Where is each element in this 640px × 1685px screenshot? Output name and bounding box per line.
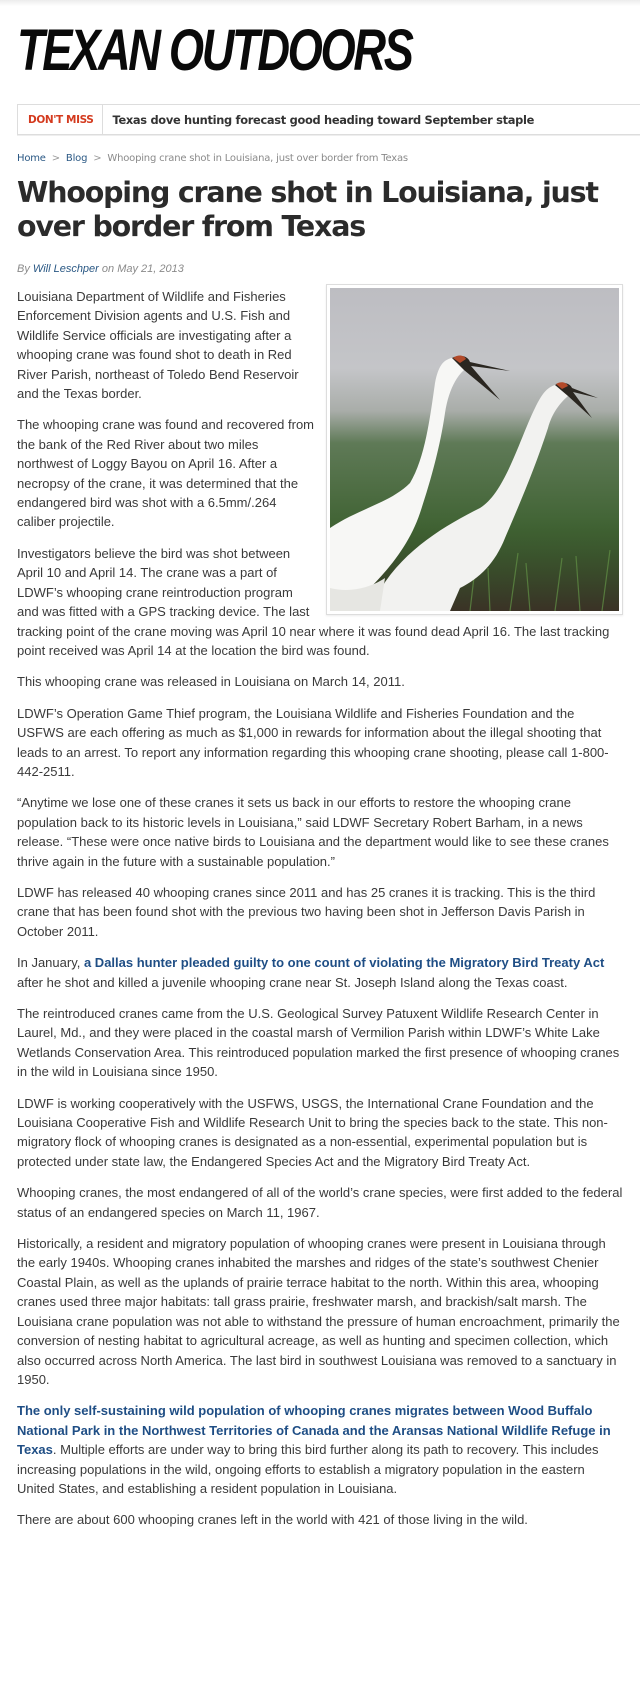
breadcrumb-separator: >: [93, 153, 102, 164]
paragraph: LDWF’s Operation Game Thief program, the Louisiana Wildlife and Fisheries Foundation and the USFWS are each offering as much as $1,000 in rewards for information about the illegal shooting that leads to an arrest. To report any information regarding this whooping crane shooting, please call 1-800-442-2511.: [17, 705, 609, 779]
ticker-headline-link[interactable]: Texas dove hunting forecast good heading toward September staple: [112, 112, 535, 127]
breadcrumb-home-link[interactable]: Home: [17, 153, 46, 164]
self-sustaining-population-link[interactable]: The only self-sustaining wild population of whooping cranes migrates between Wood Buffalo National Park in the Northwest Territories of Canada and the Aransas National Wildlife Refuge in Texas: [17, 1403, 611, 1458]
paragraph-text: . Multiple efforts are under way to bring this bird further along its path to recovery. This includes increasing populations in the wild, ongoing efforts to establish a migratory population in the eastern United States, and establishing a resident population in Louisiana.: [17, 1442, 599, 1496]
ticker-label: DON'T MISS: [18, 105, 103, 134]
breadcrumb-current: Whooping crane shot in Louisiana, just over border from Texas: [107, 153, 408, 164]
paragraph: The whooping crane was found and recovered from the bank of the Red River about two miles northwest of Loggy Bayou on April 16. After a necropsy of the crane, it was determined that the endangered bird was shot with a 6.5mm/.264 caliber projectile.: [17, 417, 315, 530]
dallas-hunter-link[interactable]: a Dallas hunter pleaded guilty to one count of violating the Migratory Bird Treaty Act: [83, 955, 605, 971]
paragraph: [17, 1401, 623, 1498]
byline-on: on: [101, 263, 115, 275]
dont-miss-ticker: [17, 104, 640, 135]
paragraph: [17, 953, 623, 992]
paragraph: Historically, a resident and migratory population of whooping cranes were present in Louisiana through the early 1940s. Whooping cranes inhabited the marshes and ridges of the state’s southwest Chenier Coastal Plain, as well as the uplands of prairie terrace habitat to the north. Within this area, whooping cranes used three major habitats: tall grass prairie, freshwater marsh, and brackish/salt marsh. The Louisiana crane population was not able to withstand the pressure of human encroachment, primarily the conversion of nesting habitat to agricultural acreage, as well as hunting and specimen collection, which also occurred across North America. The last bird in southwest Louisiana was removed to a sanctuary in 1950.: [17, 1236, 620, 1387]
breadcrumb-blog-link[interactable]: Blog: [65, 153, 88, 164]
article-title: Whooping crane shot in Louisiana, just over border from Texas: [17, 176, 598, 243]
author-link[interactable]: Will Leschper: [32, 263, 99, 275]
paragraph: Investigators believe the bird was shot between April 10 and April 14. The crane was a part of LDWF’s whooping crane reintroduction program and was fitted with a GPS tracking device. The last tracking point of the crane moving was April 10 near where it was found dead April 16. The last tracking point received was April 14 at the location the bird was found.: [17, 545, 610, 658]
paragraph: There are about 600 whooping cranes left in the world with 421 of those living in the wild.: [17, 1512, 528, 1528]
article-image[interactable]: [326, 284, 623, 615]
site-logo[interactable]: TEXAN OUTDOORS: [17, 18, 412, 83]
paragraph: “Anytime we lose one of these cranes it sets us back in our efforts to restore the whooping crane population back to its historic levels in Louisiana,” said LDWF Secretary Robert Barham, in a news release. “These were once native birds to Louisiana and the department would like to see these cranes thrive again in the future with a sustainable population.”: [17, 795, 609, 869]
breadcrumb-separator: >: [51, 153, 60, 164]
paragraph-text: In January,: [17, 955, 84, 971]
paragraph: LDWF is working cooperatively with the USFWS, USGS, the International Crane Foundation and the Louisiana Cooperative Fish and Wildlife Research Unit to bring the species back to the state. This non-migratory flock of whooping cranes is designated as a non-essential, experimental population but is protected under state law, the Endangered Species Act and the Migratory Bird Treaty Act.: [17, 1095, 608, 1169]
publish-date: May 21, 2013: [117, 263, 184, 275]
article-byline: [17, 263, 184, 275]
photo-two-whooping-cranes-icon: [330, 288, 619, 611]
byline-prefix: By: [17, 263, 30, 275]
paragraph: Louisiana Department of Wildlife and Fisheries Enforcement Division agents and U.S. Fish and Wildlife Service officials are investigating after a whooping crane was found shot to death in Red River Parish, northeast of Toledo Bend Reservoir and the Texas border.: [17, 289, 299, 402]
paragraph-text: after he shot and killed a juvenile whooping crane near St. Joseph Island along the Texas coast.: [17, 974, 568, 990]
paragraph: This whooping crane was released in Louisiana on March 14, 2011.: [17, 674, 405, 690]
paragraph: Whooping cranes, the most endangered of all of the world’s crane species, were first added to the federal status of an endangered species on March 11, 1967.: [17, 1185, 623, 1220]
page-top-shadow: [0, 0, 640, 6]
paragraph: LDWF has released 40 whooping cranes since 2011 and has 25 cranes it is tracking. This is the third crane that has been found shot with the previous two having been shot in Jefferson Davis Parish in October 2011.: [17, 884, 596, 939]
paragraph: The reintroduced cranes came from the U.S. Geological Survey Patuxent Wildlife Research Center in Laurel, Md., and they were placed in the coastal marsh of Vermilion Parish within LDWF’s White Lake Wetlands Conservation Area. This reintroduced population marked the first presence of whooping cranes in the wild in Louisiana since 1950.: [17, 1006, 620, 1080]
breadcrumb: [17, 153, 408, 164]
article-body: [17, 287, 623, 1542]
